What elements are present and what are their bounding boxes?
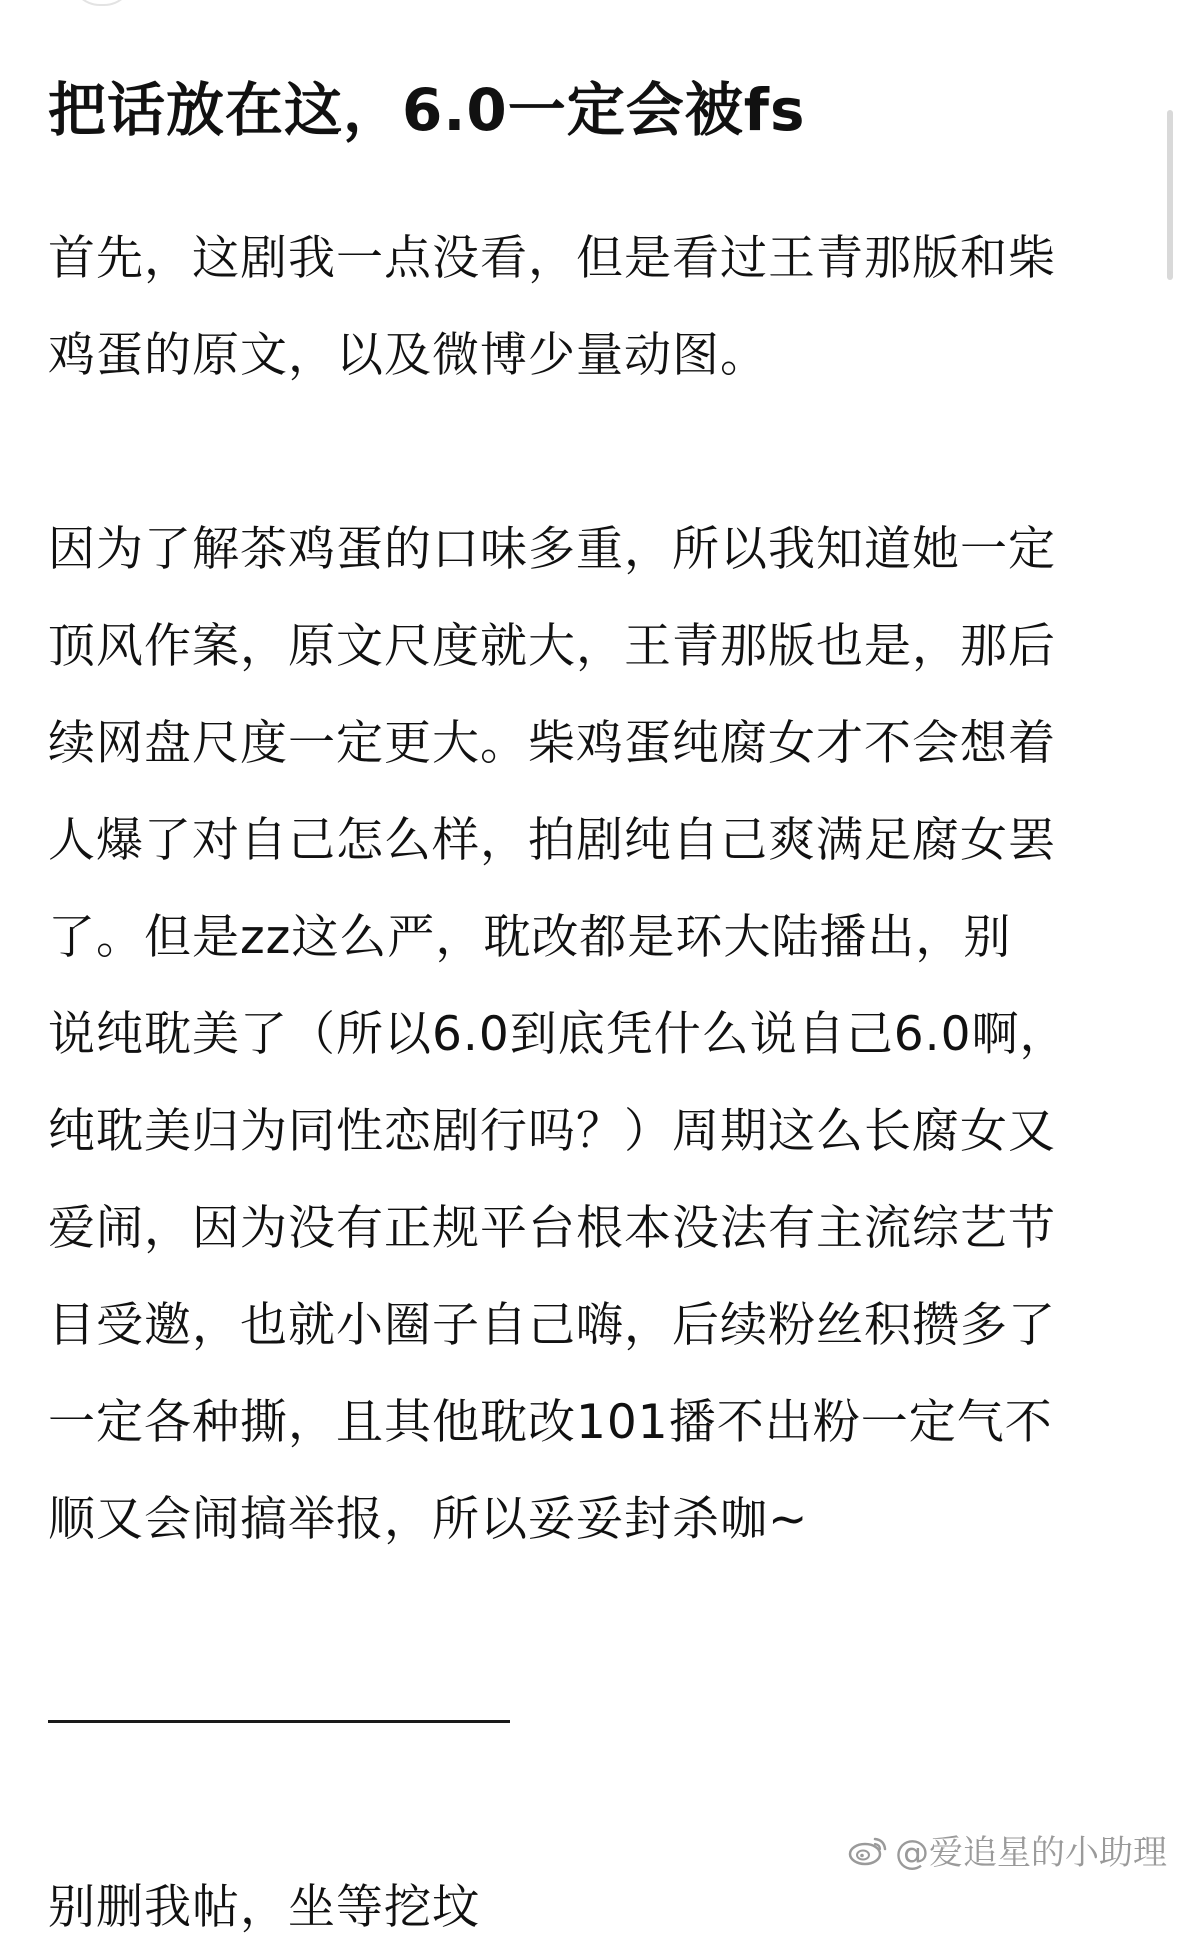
scrollbar[interactable] [1167, 110, 1173, 280]
paragraph-reasoning [48, 501, 1138, 1568]
divider-line [48, 1665, 1138, 1762]
divider-rule [48, 1720, 510, 1723]
paragraph-line: 顶风作案，原文尺度就大，王青那版也是，那后 [48, 619, 1056, 674]
paragraph-line: 目受邀，也就小圈子自己嗨，后续粉丝积攒多了 [48, 1298, 1056, 1353]
paragraph-line: 别删我帖，坐等挖坟 [48, 1880, 480, 1935]
paragraph-intro [48, 210, 1138, 404]
paragraph-line: 人爆了对自己怎么样，拍剧纯自己爽满足腐女罢 [48, 813, 1056, 868]
paragraph-line: 顺又会闹搞举报，所以妥妥封杀咖~ [48, 1492, 809, 1547]
post-title: 把话放在这，6.0一定会被fs [48, 76, 806, 144]
paragraph-line: 纯耽美归为同性恋剧行吗？）周期这么长腐女又 [48, 1104, 1056, 1159]
paragraph-line: 因为了解茶鸡蛋的口味多重，所以我知道她一定 [48, 522, 1056, 577]
paragraph-line: 鸡蛋的原文，以及微博少量动图。 [48, 328, 768, 383]
paragraph-line: 续网盘尺度一定更大。柴鸡蛋纯腐女才不会想着 [48, 716, 1056, 771]
paragraph-line: 一定各种撕，且其他耽改101播不出粉一定气不 [48, 1395, 1053, 1450]
paragraph-line: 爱闹，因为没有正规平台根本没法有主流综艺节 [48, 1201, 1056, 1256]
paragraph-line: 了。但是zz这么严，耽改都是环大陆播出，别 [48, 910, 1012, 965]
weibo-icon [847, 1833, 889, 1867]
paragraph-line: 说纯耽美了（所以6.0到底凭什么说自己6.0啊， [48, 1007, 1068, 1062]
paragraph-line: 首先，这剧我一点没看，但是看过王青那版和柴 [48, 231, 1056, 286]
watermark [847, 1825, 1167, 1874]
post-body [48, 64, 1138, 1956]
watermark-text: @爱追星的小助理 [895, 1833, 1167, 1873]
avatar-edge [70, 0, 134, 6]
